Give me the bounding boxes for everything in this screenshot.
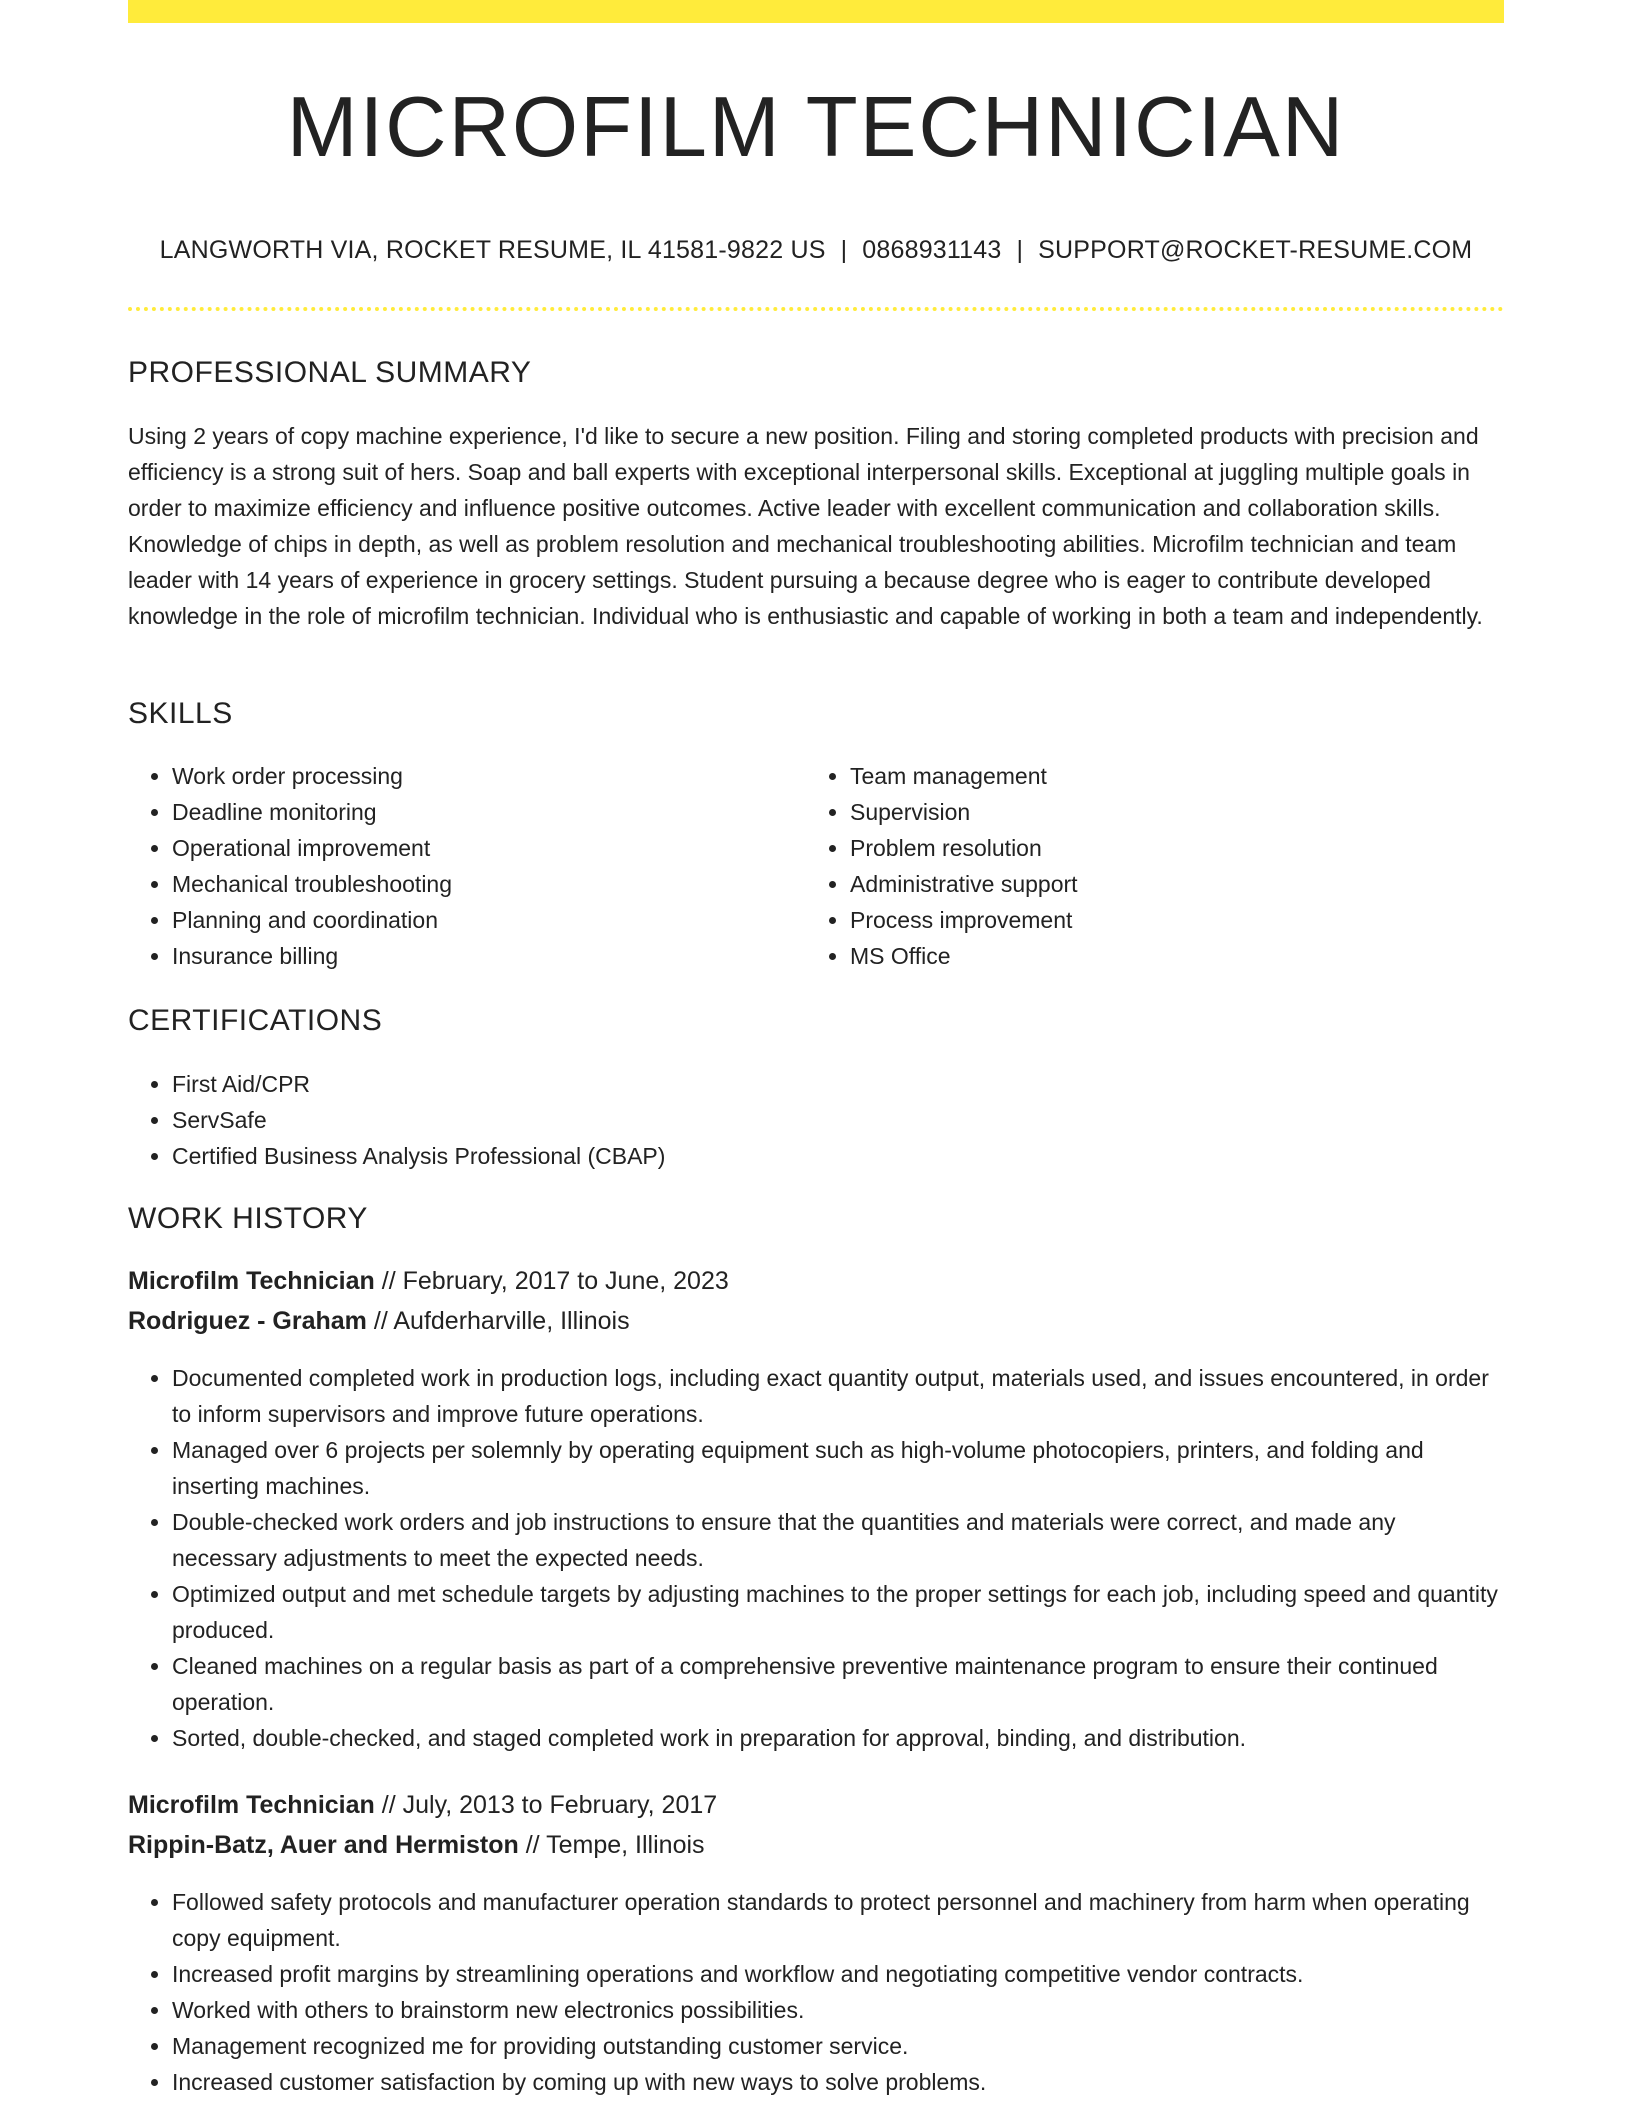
skill-item: • Team management xyxy=(850,758,1470,794)
skill-item: • Insurance billing xyxy=(172,938,792,974)
contact-separator: | xyxy=(840,236,848,264)
job-separator: // xyxy=(525,1831,540,1859)
job-company-line xyxy=(128,1307,630,1336)
contact-email: SUPPORT@ROCKET-RESUME.COM xyxy=(1038,236,1473,264)
job-company-line xyxy=(128,1831,705,1860)
skills-list-left xyxy=(128,758,792,974)
job-bullet: • Increased customer satisfaction by coming up with new ways to solve problems. xyxy=(172,2064,1504,2100)
job-bullet: • Followed safety protocols and manufacturer operation standards to protect personnel and machinery from harm when operating copy equipment. xyxy=(172,1884,1504,1956)
header-divider xyxy=(128,307,1504,311)
certification-item: • ServSafe xyxy=(172,1102,1472,1138)
skill-item: • Work order processing xyxy=(172,758,792,794)
summary-heading: PROFESSIONAL SUMMARY xyxy=(128,356,532,389)
job-role: Microfilm Technician xyxy=(128,1267,375,1295)
job-location: Tempe, Illinois xyxy=(546,1831,705,1859)
certification-item: • Certified Business Analysis Professional (CBAP) xyxy=(172,1138,1472,1174)
contact-separator: | xyxy=(1016,236,1024,264)
work-history-heading: WORK HISTORY xyxy=(128,1202,368,1235)
skills-list-right xyxy=(806,758,1470,974)
certifications-list xyxy=(128,1066,1472,1174)
job-bullets xyxy=(128,1360,1504,1756)
skill-item: • MS Office xyxy=(850,938,1470,974)
job-bullet: • Increased profit margins by streamlining operations and workflow and negotiating competitive vendor contracts. xyxy=(172,1956,1504,1992)
top-accent-bar xyxy=(128,0,1504,23)
certification-item: • First Aid/CPR xyxy=(172,1066,1472,1102)
job-bullet: • Cleaned machines on a regular basis as part of a comprehensive preventive maintenance program to ensure their continued operation. xyxy=(172,1648,1504,1720)
job-bullet: • Optimized output and met schedule targets by adjusting machines to the proper settings for each job, including speed and quantity produced. xyxy=(172,1576,1504,1648)
job-dates: February, 2017 to June, 2023 xyxy=(402,1267,729,1295)
job-bullet: • Management recognized me for providing outstanding customer service. xyxy=(172,2028,1504,2064)
job-location: Aufderharville, Illinois xyxy=(393,1307,630,1335)
job-bullet: • Sorted, double-checked, and staged completed work in preparation for approval, binding, and distribution. xyxy=(172,1720,1504,1756)
skills-heading: SKILLS xyxy=(128,697,233,730)
summary-text: Using 2 years of copy machine experience, I'd like to secure a new position. Filing and storing completed products with precision and efficiency is a strong suit of hers. Soap and ball experts with exceptional interpersonal skills. Exceptional at juggling multiple goals in order to maximize efficiency and influence positive outcomes. Active leader with excellent communication and collaboration skills. Knowledge of chips in depth, as well as problem resolution and mechanical troubleshooting abilities. Microfilm technician and team leader with 14 years of experience in grocery settings. Student pursuing a because degree who is eager to contribute developed knowledge in the role of microfilm technician. Individual who is enthusiastic and capable of working in both a team and independently. xyxy=(128,423,1483,629)
job-separator: // xyxy=(381,1791,396,1819)
job-separator: // xyxy=(373,1307,388,1335)
job-separator: // xyxy=(381,1267,396,1295)
skill-item: • Operational improvement xyxy=(172,830,792,866)
contact-phone: 0868931143 xyxy=(862,236,1002,264)
skill-item: • Planning and coordination xyxy=(172,902,792,938)
skill-item: • Deadline monitoring xyxy=(172,794,792,830)
job-title-line xyxy=(128,1267,729,1296)
job-bullet: • Managed over 6 projects per solemnly by operating equipment such as high-volume photocopiers, printers, and folding and inserting machines. xyxy=(172,1432,1504,1504)
skill-item: • Mechanical troubleshooting xyxy=(172,866,792,902)
job-bullet: • Documented completed work in production logs, including exact quantity output, materials used, and issues encountered, in order to inform supervisors and improve future operations. xyxy=(172,1360,1504,1432)
skill-item: • Supervision xyxy=(850,794,1470,830)
job-company: Rippin-Batz, Auer and Hermiston xyxy=(128,1831,519,1859)
job-title-line xyxy=(128,1791,717,1820)
job-bullet: • Worked with others to brainstorm new electronics possibilities. xyxy=(172,1992,1504,2028)
job-company: Rodriguez - Graham xyxy=(128,1307,367,1335)
job-dates: July, 2013 to February, 2017 xyxy=(402,1791,718,1819)
skill-item: • Administrative support xyxy=(850,866,1470,902)
skill-item: • Process improvement xyxy=(850,902,1470,938)
contact-address: LANGWORTH VIA, ROCKET RESUME, IL 41581-9822 US xyxy=(159,236,826,264)
contact-line xyxy=(128,236,1504,265)
job-bullets xyxy=(128,1884,1504,2100)
job-role: Microfilm Technician xyxy=(128,1791,375,1819)
job-bullet: • Double-checked work orders and job instructions to ensure that the quantities and materials were correct, and made any necessary adjustments to meet the expected needs. xyxy=(172,1504,1504,1576)
skill-item: • Problem resolution xyxy=(850,830,1470,866)
certifications-heading: CERTIFICATIONS xyxy=(128,1004,383,1037)
candidate-name: MICROFILM TECHNICIAN xyxy=(286,80,1346,175)
